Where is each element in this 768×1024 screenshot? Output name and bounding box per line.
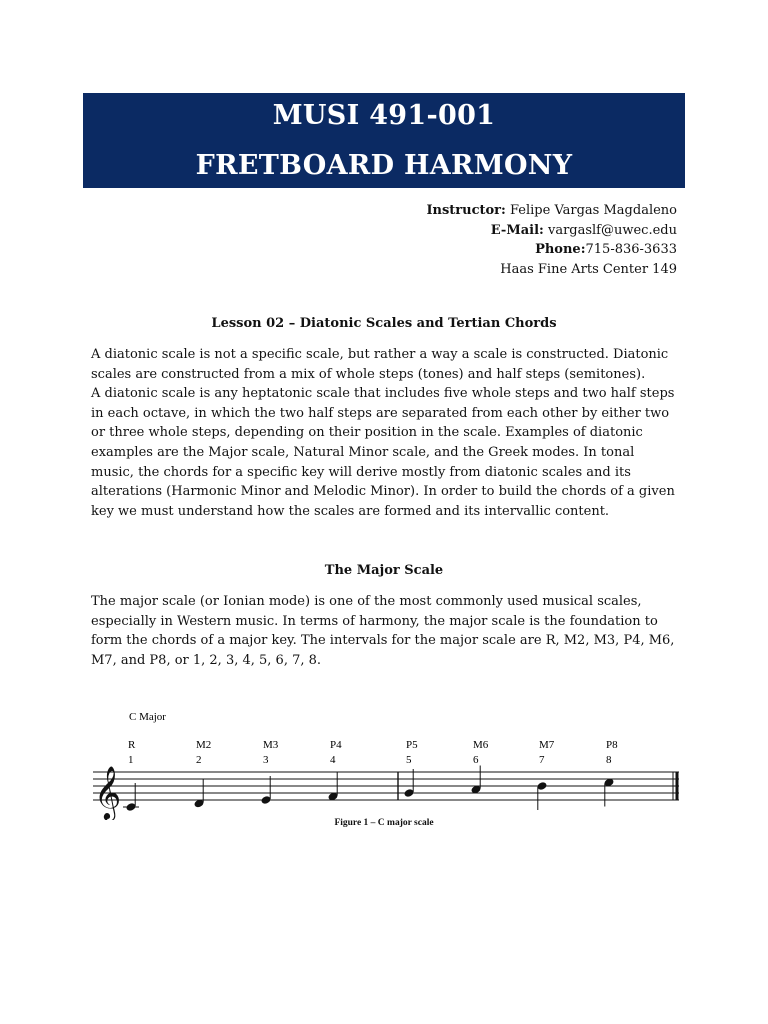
- course-code: MUSI 491-001: [272, 99, 496, 131]
- course-title: FRETBOARD HARMONY: [195, 149, 573, 181]
- email-address[interactable]: vargaslf@uwec.edu: [547, 222, 677, 238]
- staff-lines: [93, 765, 679, 820]
- instructor-label: Instructor:: [426, 203, 506, 218]
- contact-block: [426, 201, 677, 279]
- lesson-heading: Lesson 02 – Diatonic Scales and Tertian Chords: [211, 316, 557, 331]
- music-staff: [91, 700, 681, 820]
- phone-number: 715-836-3633: [585, 242, 677, 257]
- treble-clef-icon: 𝄞: [94, 765, 122, 819]
- title-banner: [83, 93, 685, 188]
- interval-label: R: [128, 739, 136, 751]
- degree-label: 3: [263, 754, 269, 766]
- major-scale-paragraph: The major scale (or Ionian mode) is one of the most commonly used musical scales, especially in Western music. In terms of harmony, the major scale is the foundation to form the chords of a major key. The intervals for the major scale are R, M2, M3, P4, M6, M7, and P8, or 1, 2, 3, 4, 5, 6, 7, 8.: [91, 594, 675, 668]
- interval-labels: [128, 739, 618, 766]
- intro-paragraph-1: A diatonic scale is not a specific scale, but rather a way a scale is constructed. Diatonic scales are constructed from a mix of whole steps (tones) and half steps (semitones).: [91, 347, 669, 382]
- instructor-name: Felipe Vargas Magdaleno: [509, 203, 677, 218]
- interval-label: M3: [263, 739, 279, 751]
- degree-label: 7: [539, 754, 545, 766]
- figure-caption: Figure 1 – C major scale: [334, 818, 434, 828]
- degree-label: 2: [196, 754, 202, 766]
- intro-paragraph-2: A diatonic scale is any heptatonic scale that includes five whole steps and two half steps in each octave, in which the two half steps are separated from each other by either two or three whole steps, depending on their position in the scale. Examples of diatonic examples are the Major scale, Natural Minor scale, and the Greek modes. In tonal music, the chords for a specific key will derive mostly from diatonic scales and its alterations (Harmonic Minor and Melodic Minor). In order to build the chords of a given key we must understand how the scales are formed and its intervallic content.: [91, 386, 675, 519]
- phone-line: [426, 240, 677, 260]
- email-line: [426, 221, 677, 241]
- interval-label: P4: [330, 739, 342, 751]
- interval-label: M7: [539, 739, 555, 751]
- interval-label: M6: [473, 739, 489, 751]
- degree-label: 4: [330, 754, 336, 766]
- lesson-intro: [91, 345, 681, 521]
- email-label: E-Mail:: [490, 222, 544, 238]
- degree-label: 1: [128, 754, 134, 766]
- interval-label: P5: [406, 739, 418, 751]
- interval-label: M2: [196, 739, 212, 751]
- phone-label: Phone:: [535, 242, 586, 257]
- office-location: Haas Fine Arts Center 149: [500, 261, 677, 277]
- scale-name: C Major: [129, 711, 166, 723]
- interval-label: P8: [606, 739, 618, 751]
- instructor-line: [426, 201, 677, 221]
- major-scale-heading: The Major Scale: [324, 563, 444, 578]
- degree-label: 6: [473, 754, 479, 766]
- degree-label: 8: [606, 754, 612, 766]
- degree-label: 5: [406, 754, 412, 766]
